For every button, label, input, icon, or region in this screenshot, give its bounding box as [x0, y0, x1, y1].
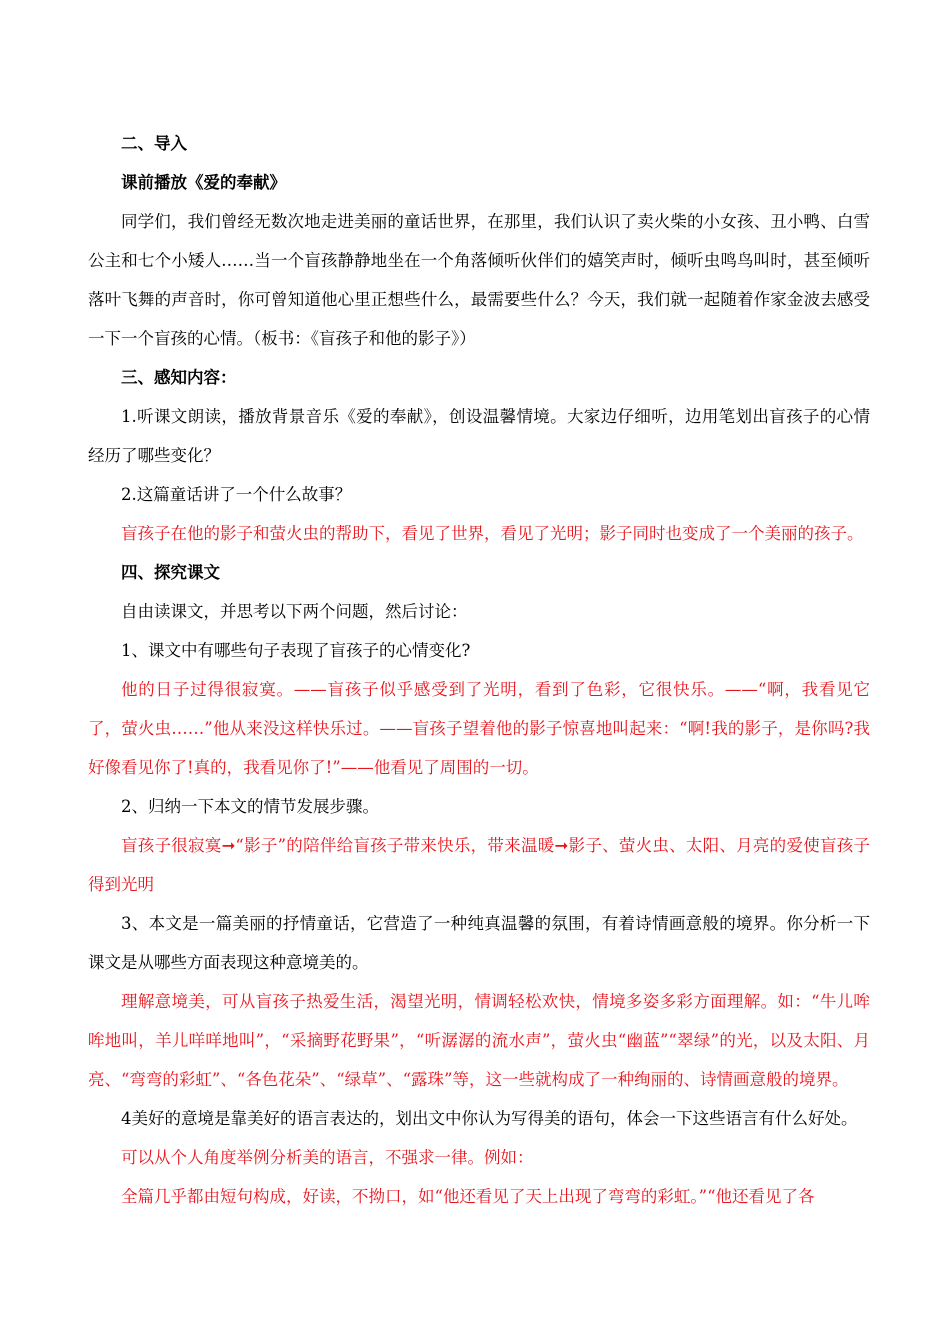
section-heading-intro: 二、导入 — [121, 134, 187, 153]
question-1-listen: 1.听课文朗读，播放背景音乐《爱的奉献》，创设温馨情境。大家边仔细听，边用笔划出盲孩子的心情经历了哪些变化？ — [88, 407, 870, 465]
explore-question-4: 4美好的意境是靠美好的语言表达的，划出文中你认为写得美的语句，体会一下这些语言有什么好处。 — [121, 1109, 858, 1128]
explore-question-2: 2、归纳一下本文的情节发展步骤。 — [121, 797, 379, 816]
subheading-preclass-music: 课前播放《爱的奉献》 — [121, 173, 286, 192]
document-body — [88, 124, 870, 1216]
instruction-free-read: 自由读课文，并思考以下两个问题，然后讨论： — [121, 602, 468, 621]
question-2-story: 2.这篇童话讲了一个什么故事？ — [121, 485, 352, 504]
section-heading-perceive: 三、感知内容： — [121, 368, 237, 387]
paragraph-intro-speech: 同学们，我们曾经无数次地走进美丽的童话世界，在那里，我们认识了卖火柴的小女孩、丑小鸭、白雪公主和七个小矮人……当一个盲孩静静地坐在一个角落倾听伙伴们的嬉笑声时，倾听虫鸣鸟叫时，甚至倾听落叶飞舞的声音时，你可曾知道他心里正想些什么，最需要些什么？今天，我们就一起随着作家金波去感受一下一个盲孩的心情。（板书：《盲孩子和他的影子》） — [88, 212, 870, 348]
answer-2-story: 盲孩子在他的影子和萤火虫的帮助下，看见了世界，看见了光明；影子同时也变成了一个美丽的孩子。 — [121, 524, 864, 543]
explore-answer-4-example: 全篇几乎都由短句构成，好读，不拗口，如“他还看见了天上出现了弯弯的彩虹。”“他还看见了各 — [121, 1187, 815, 1206]
explore-answer-3: 理解意境美，可从盲孩子热爱生活，渴望光明，情调轻松欢快，情境多姿多彩方面理解。如：“牛儿哞哞地叫，羊儿咩咩地叫”，“采摘野花野果”，“听潺潺的流水声”，萤火虫“幽蓝”“翠绿”的光，以及太阳、月亮、“弯弯的彩虹”、“各色花朵”、“绿草”、“露珠”等，这一些就构成了一种绚丽的、诗情画意般的境界。 — [88, 992, 870, 1089]
explore-answer-4-intro: 可以从个人角度举例分析美的语言，不强求一律。例如： — [121, 1148, 534, 1167]
section-heading-explore: 四、探究课文 — [121, 563, 220, 582]
explore-question-3: 3、本文是一篇美丽的抒情童话，它营造了一种纯真温馨的氛围，有着诗情画意般的境界。你分析一下课文是从哪些方面表现这种意境美的。 — [88, 914, 870, 972]
explore-answer-1: 他的日子过得很寂寞。——盲孩子似乎感受到了光明，看到了色彩，它很快乐。——“啊，我看见它了，萤火虫……”他从来没这样快乐过。——盲孩子望着他的影子惊喜地叫起来：“啊!我的影子，是你吗?我好像看见你了!真的，我看见你了!”——他看见了周围的一切。 — [88, 680, 870, 777]
explore-answer-2: 盲孩子很寂寞➞“影子”的陪伴给盲孩子带来快乐，带来温暖➞影子、萤火虫、太阳、月亮的爱使盲孩子得到光明 — [88, 836, 870, 894]
explore-question-1: 1、课文中有哪些句子表现了盲孩子的心情变化? — [121, 641, 471, 660]
